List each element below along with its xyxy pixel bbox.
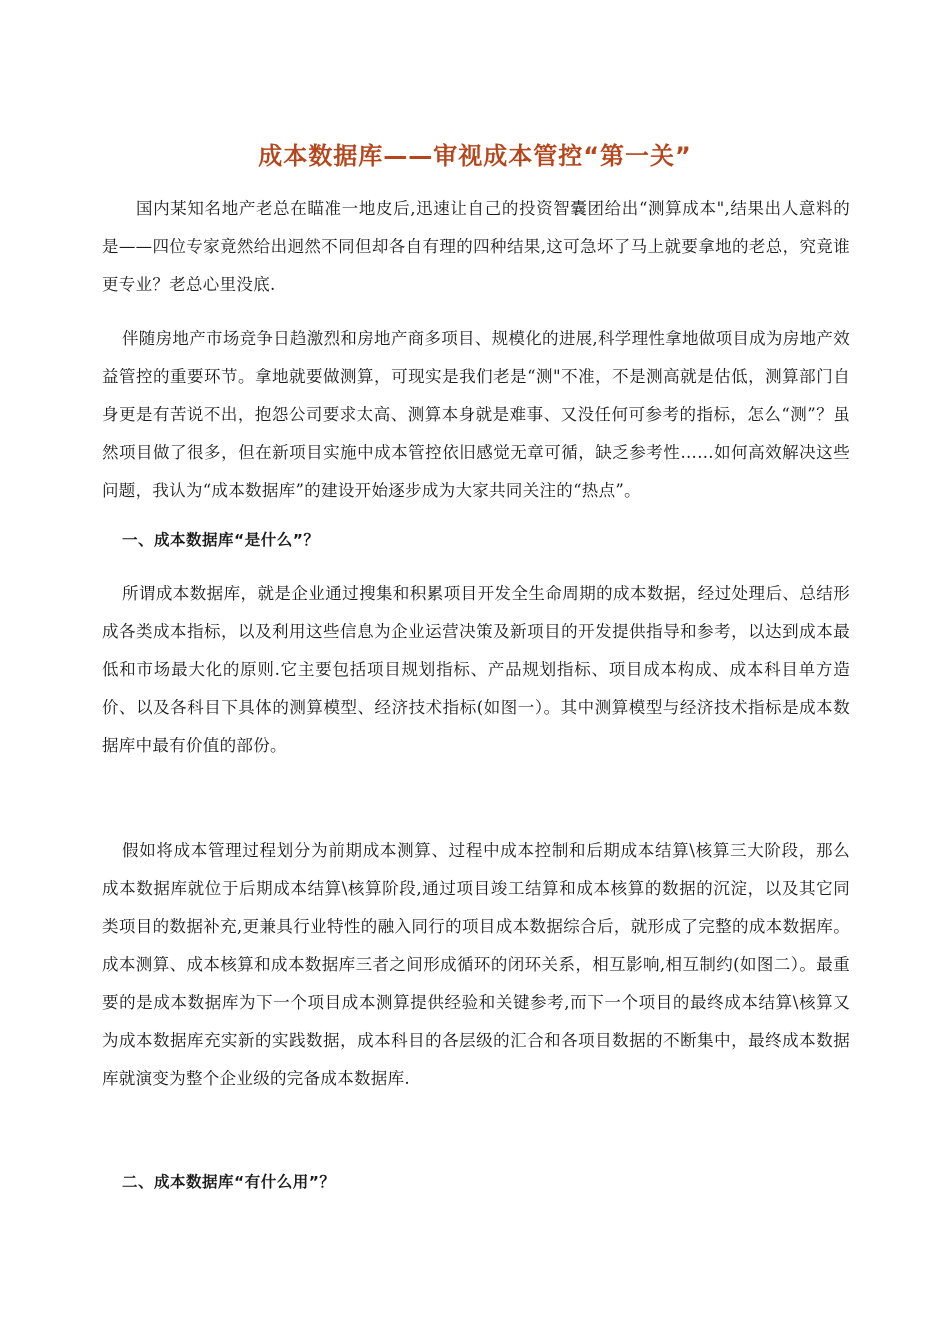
- section-heading-use: 二、成本数据库“有什么用”？: [122, 1173, 336, 1191]
- paragraph-intro: 国内某知名地产老总在瞄准一地皮后,迅速让自己的投资智囊团给出“测算成本",结果出人意料的是——四位专家竟然给出迥然不同但却各自有理的四种结果,这可急坏了马上就要拿地的老总，究竟谁更专业？老总心里没底.: [102, 199, 850, 294]
- paragraph-process: 假如将成本管理过程划分为前期成本测算、过程中成本控制和后期成本结算\核算三大阶段，那么成本数据库就位于后期成本结算\核算阶段,通过项目竣工结算和成本核算的数据的沉淀，以及其它同类项目的数据补充,更兼具行业特性的融入同行的项目成本数据综合后，就形成了完整的成本数据库。成本测算、成本核算和成本数据库三者之间形成循环的闭环关系，相互影响,相互制约(如图二）。最重要的是成本数据库为下一个项目成本测算提供经验和关键参考,而下一个项目的最终成本结算\核算又为成本数据库充实新的实践数据，成本科目的各层级的汇合和各项目数据的不断集中，最终成本数据库就演变为整个企业级的完备成本数据库.: [102, 841, 850, 1088]
- section-heading-what: 一、成本数据库“是什么”？: [122, 531, 320, 549]
- paragraph-background: 伴随房地产市场竞争日趋激烈和房地产商多项目、规模化的进展,科学理性拿地做项目成为房地产效益管控的重要环节。拿地就要做测算，可现实是我们老是“测"不准，不是测高就是估低，测算部门自身更是有苦说不出，抱怨公司要求太高、测算本身就是难事、又没任何可参考的指标，怎么“测”？虽然项目做了很多，但在新项目实施中成本管控依旧感觉无章可循，缺乏参考性……如何高效解决这些问题，我认为“成本数据库”的建设开始逐步成为大家共同关注的“热点”。: [102, 329, 850, 500]
- document-title: 成本数据库——审视成本管控“第一关”: [258, 142, 692, 170]
- paragraph-definition: 所谓成本数据库，就是企业通过搜集和积累项目开发全生命周期的成本数据，经过处理后、总结形成各类成本指标，以及利用这些信息为企业运营决策及新项目的开发提供指导和参考，以达到成本最低和市场最大化的原则.它主要包括项目规划指标、产品规划指标、项目成本构成、成本科目单方造价、以及各科目下具体的测算模型、经济技术指标(如图一）。其中测算模型与经济技术指标是成本数据库中最有价值的部份。: [102, 584, 850, 755]
